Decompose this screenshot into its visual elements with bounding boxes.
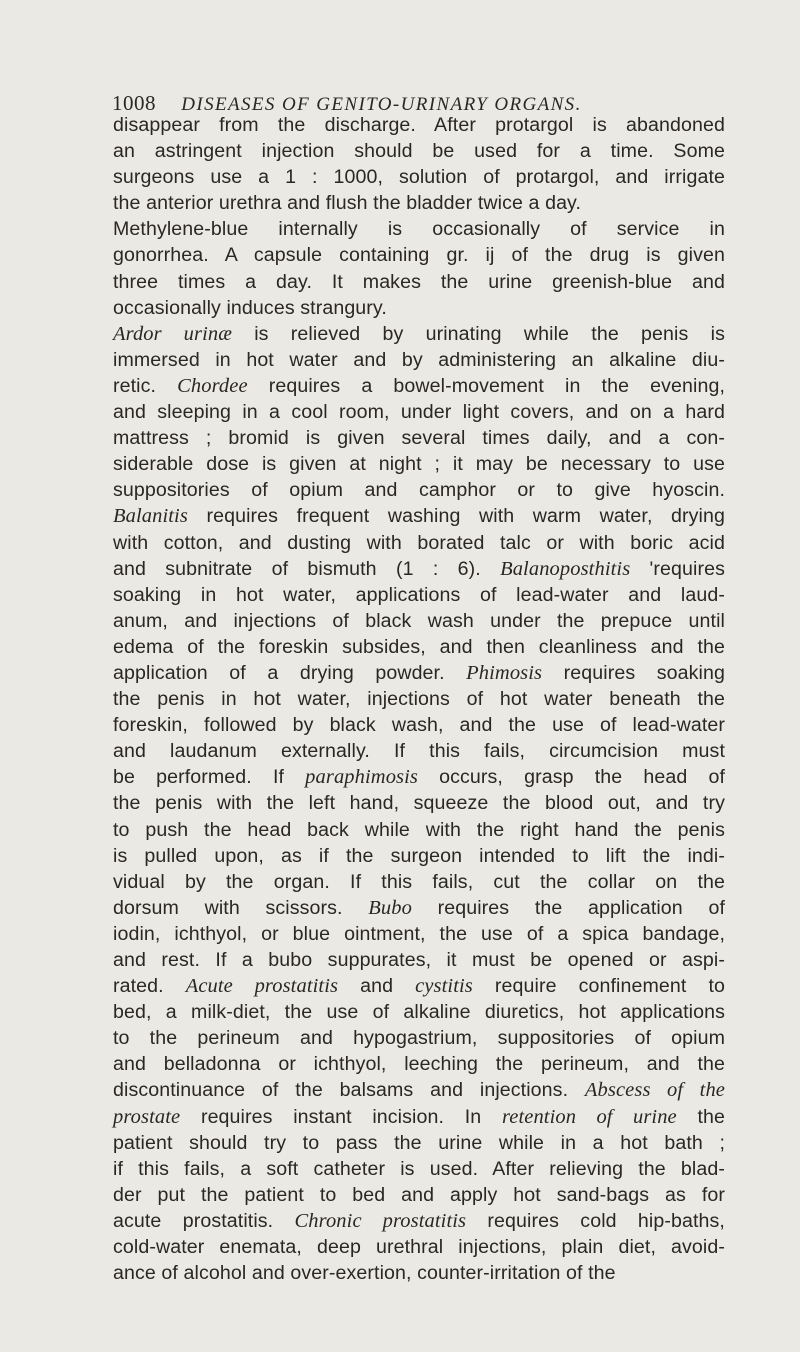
text-segment: bed, a milk-diet, the use of alkaline diuretics, hot applications xyxy=(113,1001,725,1024)
text-line xyxy=(113,738,725,764)
text-segment: foreskin, followed by black wash, and the use of lead-water xyxy=(113,714,725,737)
italic-term: Abscess of the xyxy=(584,1079,725,1102)
text-segment: application of a drying powder. xyxy=(113,661,467,684)
italic-term: retention of urine xyxy=(501,1105,677,1128)
italic-term: Chronic prostatitis xyxy=(294,1209,467,1232)
text-segment: to the perineum and hypogastrium, suppositories of opium xyxy=(113,1027,725,1050)
italic-term: Bubo xyxy=(368,896,412,919)
text-segment: rated. xyxy=(113,975,186,998)
text-segment: disappear from the discharge. After protargol is abandoned xyxy=(113,114,725,136)
text-line xyxy=(113,1234,725,1260)
text-segment: with cotton, and dusting with borated talc or with boric acid xyxy=(113,531,725,554)
text-line xyxy=(113,660,725,686)
text-segment: dorsum with scissors. xyxy=(113,896,369,919)
text-segment: discontinuance of the balsams and injections. xyxy=(113,1079,585,1102)
text-line xyxy=(113,1260,725,1286)
text-segment: the anterior urethra and flush the bladder twice a day. xyxy=(113,192,582,215)
text-segment: retic. xyxy=(113,374,178,397)
text-segment: the xyxy=(676,1105,725,1128)
text-segment: vidual by the organ. If this fails, cut the collar on the xyxy=(113,870,725,893)
text-segment: suppositories of opium and camphor or to give hyoscin. xyxy=(113,479,725,502)
text-segment: Methylene-blue internally is occasionally of service in xyxy=(113,218,725,241)
text-segment: occasionally induces strangury. xyxy=(113,296,387,319)
text-line xyxy=(113,503,725,529)
text-line xyxy=(113,895,725,921)
text-line xyxy=(113,973,725,999)
text-line xyxy=(113,1104,725,1130)
text-line xyxy=(113,869,725,895)
text-segment: require confinement to xyxy=(472,975,725,998)
text-line xyxy=(113,712,725,738)
text-segment: siderable dose is given at night ; it may be necessary to use xyxy=(113,453,725,476)
text-line xyxy=(113,608,725,634)
text-line xyxy=(113,1130,725,1156)
text-line xyxy=(113,216,725,242)
text-segment: immersed in hot water and by administering an alkaline diu- xyxy=(113,348,725,371)
text-segment: iodin, ichthyol, or blue ointment, the use of a spica bandage, xyxy=(113,922,725,945)
text-line xyxy=(113,582,725,608)
text-line xyxy=(113,686,725,712)
text-segment: to push the head back while with the right hand the penis xyxy=(113,818,725,841)
text-segment: gonorrhea. A capsule containing gr. ij of the drug is given xyxy=(113,244,725,267)
italic-term: cystitis xyxy=(415,975,473,998)
text-line xyxy=(113,269,725,295)
text-line xyxy=(113,321,725,347)
text-line xyxy=(113,477,725,503)
text-segment: and rest. If a bubo suppurates, it must be opened or aspi- xyxy=(113,949,725,971)
text-line xyxy=(113,451,725,477)
text-line xyxy=(113,347,725,373)
italic-term: Phimosis xyxy=(466,661,543,684)
text-segment: is relieved by urinating while the penis is xyxy=(231,322,725,345)
text-line xyxy=(113,921,725,947)
italic-term: paraphimosis xyxy=(305,766,419,789)
text-line xyxy=(113,817,725,843)
text-line xyxy=(113,947,725,973)
text-segment: patient should try to pass the urine while in a hot bath ; xyxy=(113,1131,725,1154)
text-segment: be performed. If xyxy=(113,766,306,789)
text-segment: acute prostatitis. xyxy=(113,1209,295,1232)
text-line xyxy=(113,138,725,164)
text-segment: and laudanum externally. If this fails, circumcision must xyxy=(113,740,725,763)
text-line xyxy=(113,1025,725,1051)
text-line xyxy=(113,164,725,190)
text-segment: mattress ; bromid is given several times daily, and a con- xyxy=(113,427,725,450)
text-segment: if this fails, a soft catheter is used. After relieving the blad- xyxy=(113,1157,725,1180)
italic-term: Balanitis xyxy=(113,505,188,528)
text-segment: requires the application of xyxy=(411,896,725,919)
text-line xyxy=(113,790,725,816)
text-line xyxy=(113,1182,725,1208)
text-line xyxy=(113,425,725,451)
text-segment: and subnitrate of bismuth (1 : 6). xyxy=(113,557,501,580)
text-segment: 'requires xyxy=(630,557,725,580)
italic-term: Ardor urinæ xyxy=(113,322,232,345)
text-line xyxy=(113,1051,725,1077)
text-segment: the penis with the left hand, squeeze the blood out, and try xyxy=(113,792,725,815)
text-segment: requires frequent washing with warm water, drying xyxy=(187,505,725,528)
text-segment: anum, and injections of black wash under the prepuce until xyxy=(113,609,725,632)
text-segment: cold-water enemata, deep urethral injections, plain diet, avoid- xyxy=(113,1236,725,1259)
text-segment: and belladonna or ichthyol, leeching the perineum, and the xyxy=(113,1053,725,1076)
text-line xyxy=(113,1077,725,1103)
text-line xyxy=(113,295,725,321)
text-segment: and xyxy=(338,975,416,998)
page-number: 1008 xyxy=(112,91,156,115)
text-segment: edema of the foreskin subsides, and then cleanliness and the xyxy=(113,635,725,658)
text-line xyxy=(113,999,725,1025)
text-line xyxy=(113,530,725,556)
text-line xyxy=(113,112,725,138)
text-segment: requires cold hip-baths, xyxy=(466,1209,725,1232)
text-segment: ance of alcohol and over-exertion, counter-irritation of the xyxy=(113,1262,616,1285)
text-line xyxy=(113,634,725,660)
text-segment: and sleeping in a cool room, under light covers, and on a hard xyxy=(113,401,725,424)
text-segment: is pulled upon, as if the surgeon intended to lift the indi- xyxy=(113,844,725,867)
text-line xyxy=(113,1156,725,1182)
italic-term: Chordee xyxy=(177,374,248,397)
text-segment: soaking in hot water, applications of lead-water and laud- xyxy=(113,583,725,606)
italic-term: Balanoposthitis xyxy=(500,557,631,580)
text-line xyxy=(113,373,725,399)
text-segment: surgeons use a 1 : 1000, solution of protargol, and irrigate xyxy=(113,166,725,189)
text-segment: requires soaking xyxy=(542,661,725,684)
text-line xyxy=(113,843,725,869)
text-line xyxy=(113,1208,725,1234)
text-segment: requires instant incision. In xyxy=(180,1105,502,1128)
italic-term: prostate xyxy=(113,1105,181,1128)
text-segment: three times a day. It makes the urine greenish-blue and xyxy=(113,270,725,293)
text-segment: occurs, grasp the head of xyxy=(418,766,726,789)
text-line xyxy=(113,242,725,268)
body-text xyxy=(113,112,725,1286)
text-segment: an astringent injection should be used for a time. Some xyxy=(113,140,725,163)
text-line xyxy=(113,764,725,790)
text-line xyxy=(113,556,725,582)
text-line xyxy=(113,190,725,216)
text-line xyxy=(113,399,725,425)
text-segment: requires a bowel-movement in the evening, xyxy=(247,374,725,397)
italic-term: Acute prostatitis xyxy=(185,975,339,998)
text-segment: the penis in hot water, injections of hot water beneath the xyxy=(113,688,725,711)
running-title: DISEASES OF GENITO-URINARY ORGANS. xyxy=(181,94,582,115)
text-segment: der put the patient to bed and apply hot sand-bags as for xyxy=(113,1183,725,1206)
